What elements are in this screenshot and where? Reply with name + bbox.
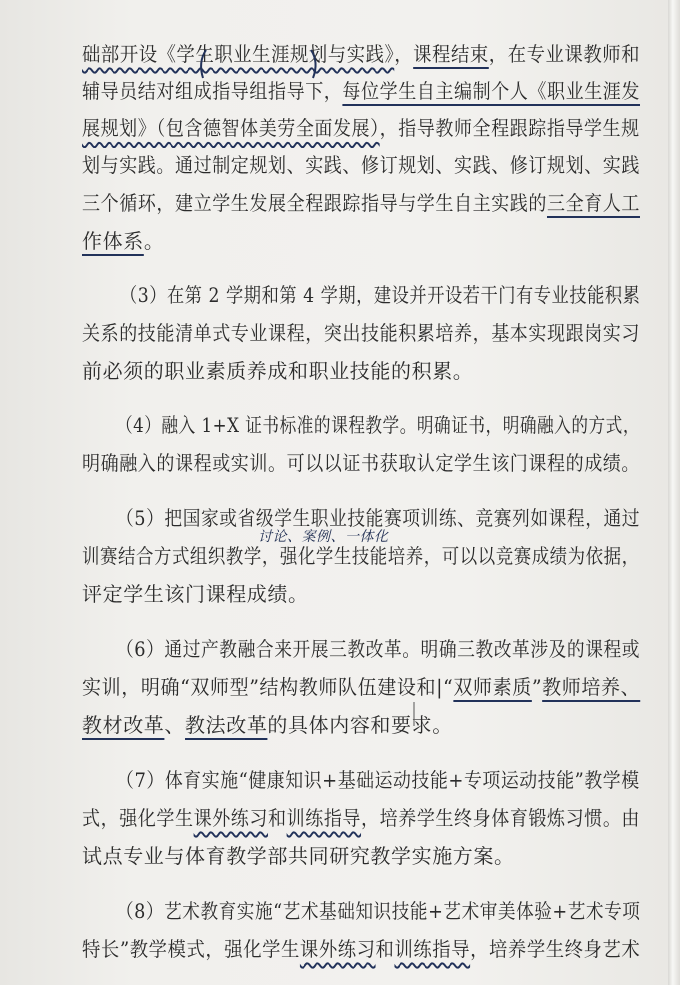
text-segment: 的具体内容和要求。 [267,712,453,737]
text-segment: 和 [375,937,395,961]
line-11 [82,449,640,477]
text-segment: ，在专业课教师和 [488,42,641,66]
text-segment: 划与实践。通过制定规划、实践、修订规划、实践、修订规划、实践 [82,153,640,178]
text-segment: ，指导教师全程跟踪指导学生规 [379,116,640,141]
text-segment: ” [531,674,543,699]
line-18 [116,766,640,794]
text-segment: 评定学生该门课程成绩。 [82,581,309,606]
line-13 [82,542,640,570]
text-segment: ，培养学生终身艺术 [470,937,641,961]
wavy-underlined-text: 础部开设《学生职业生涯规划与实践》 [82,42,395,66]
underlined-text: 三全育人工 [546,191,640,216]
text-segment: 前必须的职业素质养成和职业技能的积累。 [82,358,474,383]
wavy-underlined-text: 训练指导 [394,937,471,961]
text-segment: 实训，明确“双师型”结构教师队伍建设和|“ [82,674,454,699]
text-segment: 关系的技能清单式专业课程，突出技能积累培养，基本实现跟岗实习 [82,320,640,345]
underlined-text: 双师素质 [453,674,532,699]
line-19 [82,804,640,832]
underlined-text: 每位学生自主编制个人《职业生涯发 [342,79,641,104]
wavy-underlined-text: 课外练习 [193,805,269,830]
text-segment: 训赛结合方式组织教学，强化学生技能培养，可以以竞赛成绩为依据， [82,543,640,568]
line-16 [82,673,640,701]
line-6 [82,227,164,255]
line-10 [116,411,640,439]
underlined-text: 教材改革 [82,712,165,737]
line-15 [116,635,640,663]
text-segment: ，培养学生终身体育锻炼习惯。由 [361,805,641,830]
line-1 [82,40,640,68]
text-segment: 试点专业与体育教学部共同研究教学实施方案。 [82,843,515,868]
line-22 [82,935,640,963]
underlined-text: 作体系 [82,229,144,254]
line-3 [82,114,640,142]
text-segment: 特长”教学模式，强化学生 [82,937,300,961]
line-21 [116,897,640,925]
wavy-underlined-text: 课外练习 [299,937,376,961]
text-segment: 、 [164,712,186,737]
text-segment: 和 [268,805,287,830]
text-segment: （6）通过产教融合来开展三教改革。明确三教改革涉及的课程或 [116,636,641,661]
text-segment: （7）体育实施“健康知识+基础运动技能+专项运动技能”教学模 [116,768,640,792]
text-segment: 辅导员结对组成指导组指导下， [82,79,343,104]
line-4 [82,151,640,179]
wavy-underlined-text: 训练指导 [286,805,362,830]
line-9 [82,357,473,385]
page-edge [668,0,680,985]
underlined-text: 教法改革 [185,712,268,737]
line-2 [82,77,640,105]
text-segment: 。 [143,229,165,254]
line-17 [82,711,453,739]
line-7 [120,281,640,309]
text-segment: 式，强化学生 [82,805,194,830]
line-5 [82,189,640,217]
text-segment: 明确融入的课程或实训。可以以证书获取认定学生该门课程的成绩。 [82,450,640,475]
text-segment: （8）艺术教育实施“艺术基础知识技能+艺术审美体验+艺术专项 [116,899,641,924]
line-8 [82,319,640,347]
line-20 [82,842,515,870]
underlined-text: 教师培养、 [542,674,641,699]
wavy-underlined-text: 展规划》（包含德智体美劳全面发展） [82,116,380,141]
line-14 [82,580,309,608]
text-segment: ， [394,42,414,66]
handwritten-note: 讨论、案例、一体化 [258,528,389,545]
underlined-text: 课程结束 [413,42,489,66]
text-segment: 三个循环，建立学生发展全程跟踪指导与学生自主实践的 [82,191,547,216]
text-segment: （4）融入 1+X 证书标准的课程教学。明确证书，明确融入的方式， [116,412,640,437]
text-segment: （3）在第 2 学期和第 4 学期，建设并开设若干门有专业技能积累 [120,283,641,307]
text-segment: （5）把国家或省级学生职业技能赛项训练、竞赛列如课程，通过 [116,505,641,530]
